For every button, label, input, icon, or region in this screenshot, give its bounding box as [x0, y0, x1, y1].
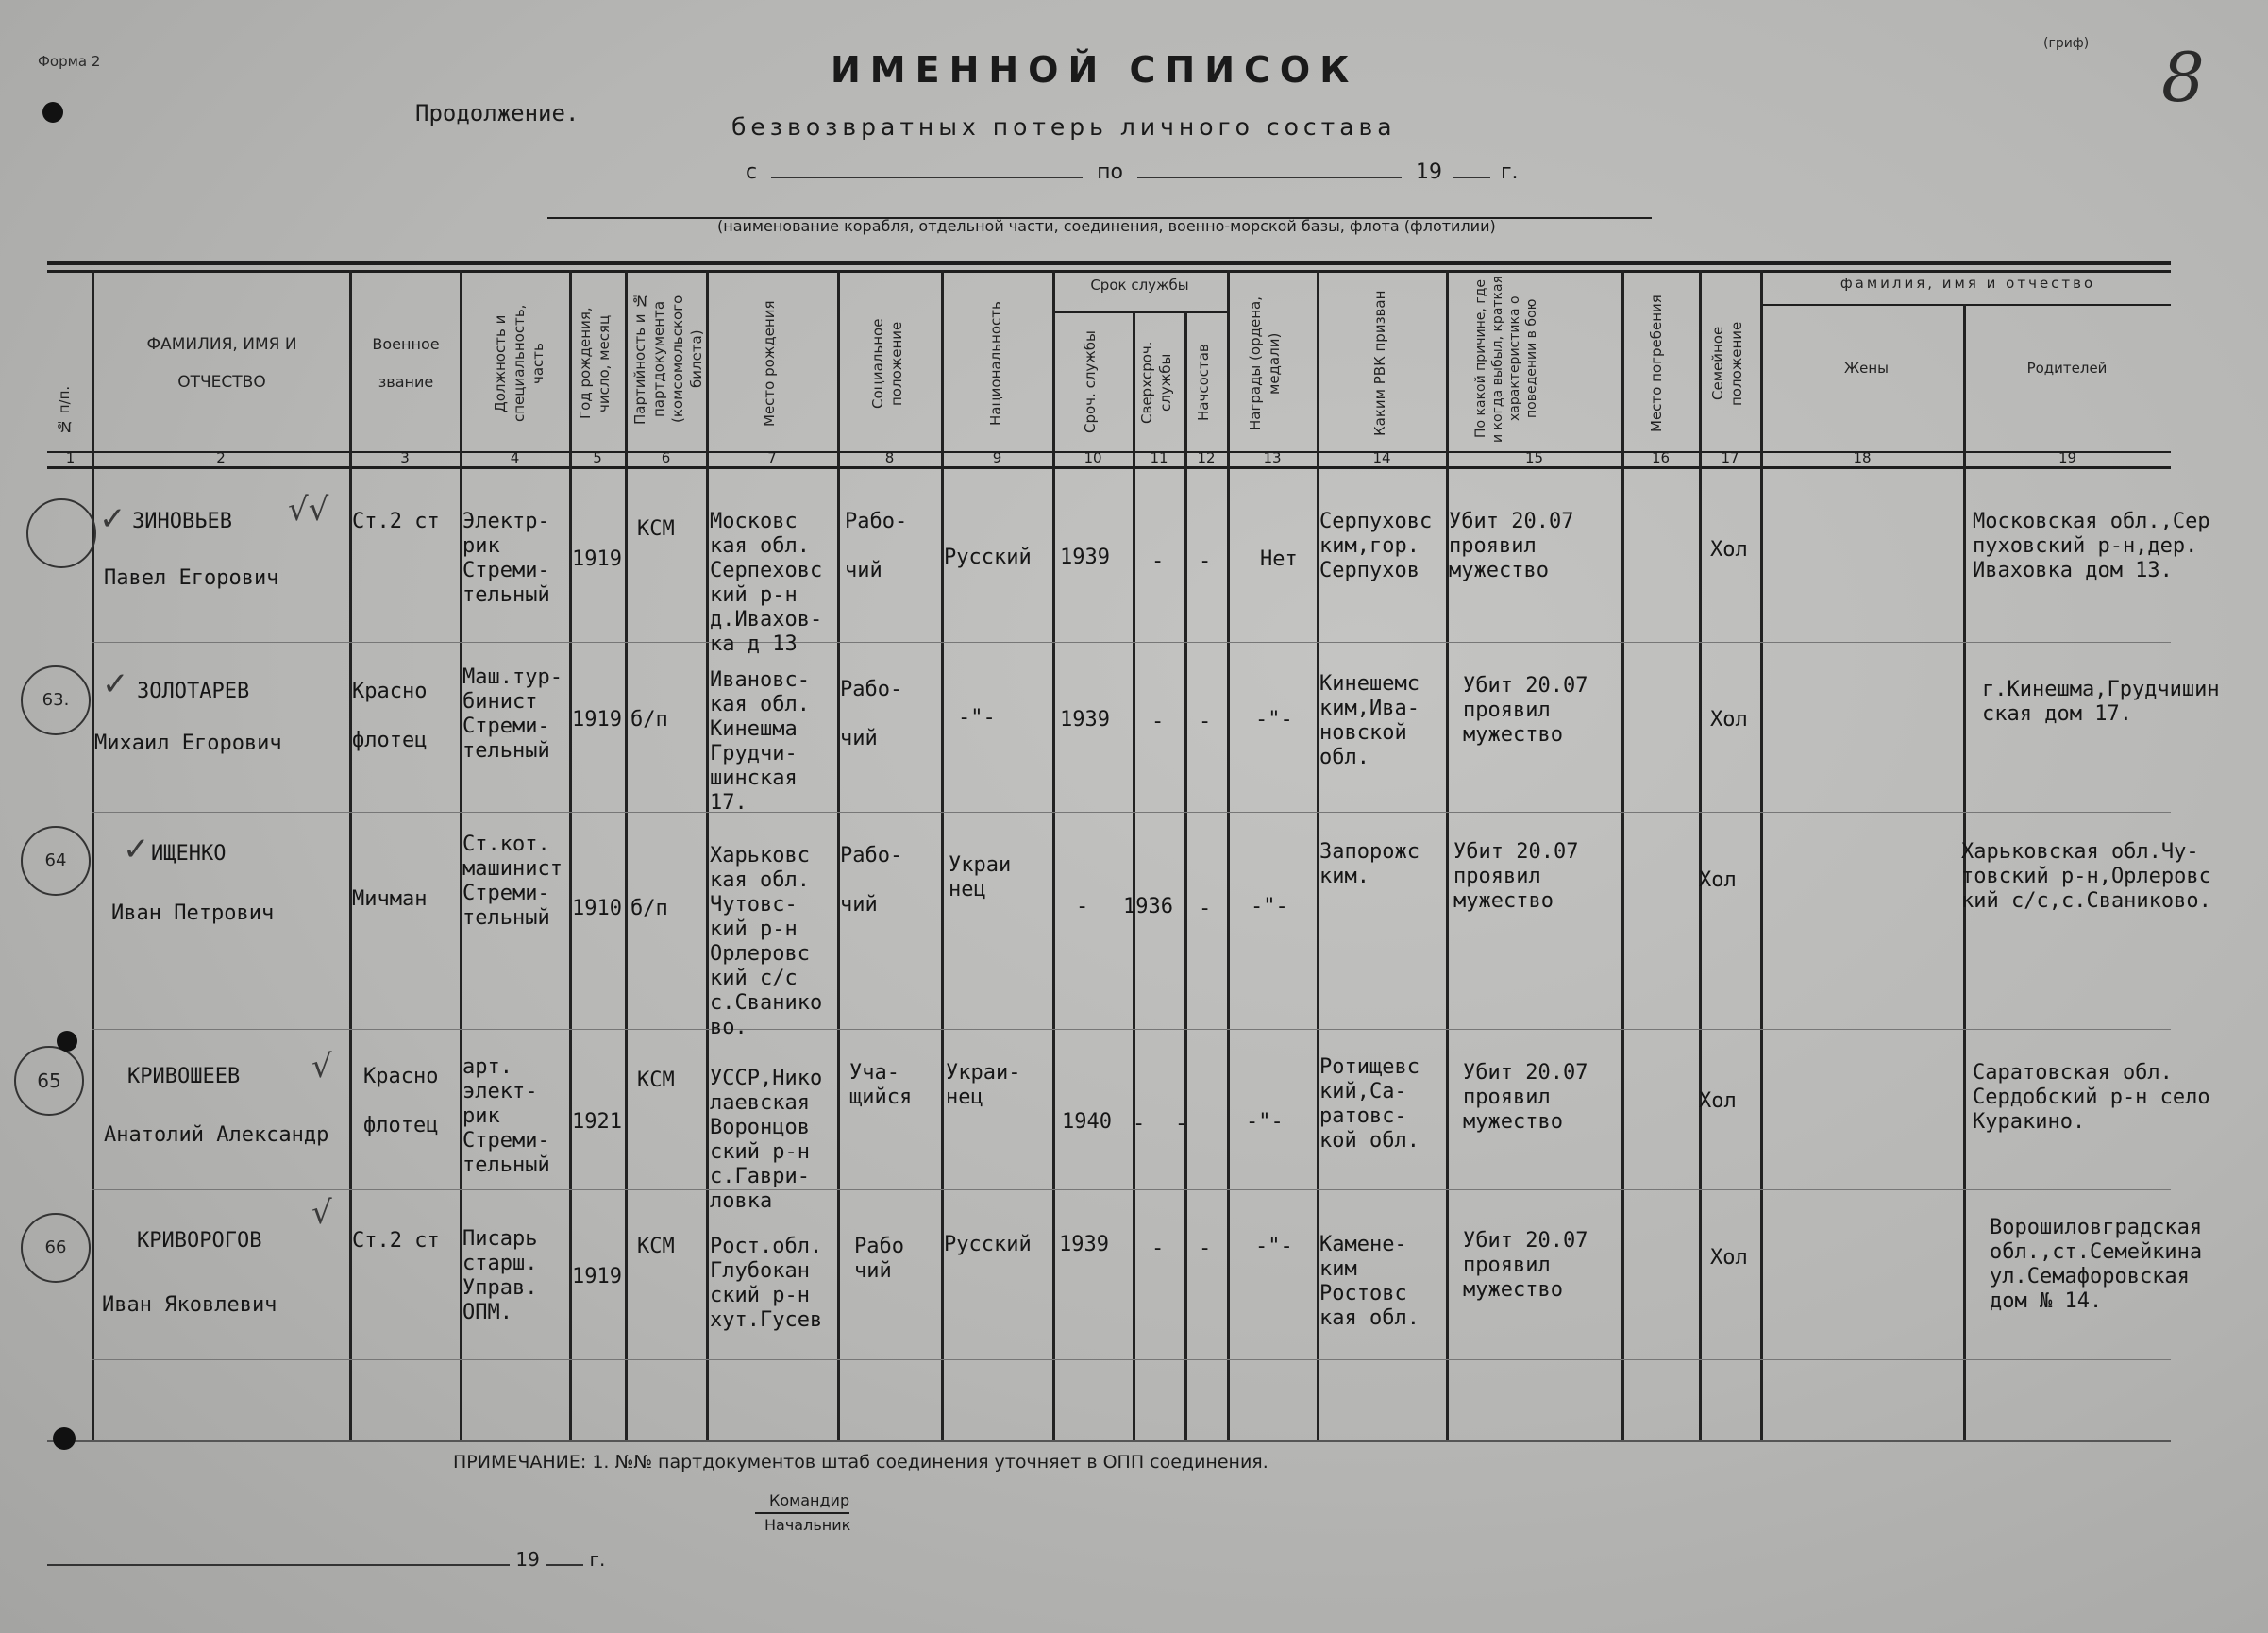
footer-date-line: [47, 1548, 605, 1571]
header-srok: Сроч. службы: [1082, 330, 1099, 434]
continuation-label: Продолжение.: [415, 100, 580, 126]
row-birth: 1910: [572, 897, 622, 920]
header-nationality: Национальность: [987, 301, 1004, 426]
row-awards: -"-: [1255, 708, 1293, 732]
row-nationality: -"-: [958, 706, 996, 730]
header-party: Партийность и № партдокумента (комсомольского билета): [631, 292, 705, 426]
header-wife: Жены: [1843, 360, 1890, 377]
row-nach: -: [1199, 1237, 1212, 1260]
row-name: Анатолий Александр: [104, 1123, 329, 1147]
row-rvk: Запорожс ким.: [1319, 840, 1420, 888]
row-birthplace: Рост.обл. Глубокан ский р-н хут.Гусев: [710, 1235, 823, 1332]
header-position: Должность и специальность, часть: [492, 304, 546, 423]
row-party: б/п: [630, 708, 668, 732]
row-srok: 1939: [1059, 1233, 1109, 1256]
date-from-label: с: [746, 160, 758, 184]
row-parents: г.Кинешма,Грудчишин ская дом 17.: [1982, 678, 2220, 726]
row-srok: 1940: [1062, 1110, 1112, 1134]
row-birth: 1919: [572, 547, 622, 571]
row-number: 66: [21, 1213, 91, 1283]
colnum-6: 6: [661, 449, 671, 466]
row-position: Электр- рик Стреми- тельный: [462, 510, 550, 607]
row-birthplace: Московс кая обл. Серпеховс кий р-н д.Ивахов- ка д 13: [710, 510, 823, 656]
row-awards: -"-: [1251, 895, 1288, 918]
row-nach: -: [1175, 1112, 1188, 1136]
row-birthplace: УССР,Нико лаевская Воронцов ский р-н с.Гаври- ловка: [710, 1067, 823, 1213]
row-surname: ЗИНОВЬЕВ: [132, 510, 232, 533]
colnum-5: 5: [593, 449, 602, 466]
row-party: КСМ: [637, 1069, 675, 1092]
row-birth: 1919: [572, 708, 622, 732]
row-rvk: Кинешемс ким,Ива- новской обл.: [1319, 672, 1420, 769]
colnum-7: 7: [767, 449, 777, 466]
row-nationality: Украи- нец: [946, 1061, 1021, 1109]
row-surname: КРИВОШЕЕВ: [127, 1065, 241, 1088]
row-number: [26, 498, 96, 568]
row-name: Павел Егорович: [104, 566, 279, 590]
row-sverh: -: [1151, 549, 1165, 573]
row-rank: Красно флотец: [363, 1065, 439, 1137]
row-parents: Московская обл.,Сер пуховский р-н,дер. Иваховка дом 13.: [1973, 510, 2210, 582]
row-social: Рабо- чий: [845, 510, 908, 582]
binding-hole: [57, 1031, 77, 1052]
checkmark-icon: √√: [288, 491, 329, 529]
document-subtitle: безвозвратных потерь личного состава: [731, 113, 1397, 141]
row-nationality: Русский: [944, 1233, 1032, 1256]
row-rvk: Ротищевс кий,Са- ратовс- кой обл.: [1319, 1055, 1420, 1153]
binding-hole: [53, 1427, 76, 1450]
row-number: 64: [21, 826, 91, 896]
checkmark-icon: ✓: [102, 665, 129, 703]
row-surname: ЗОЛОТАРЕВ: [137, 680, 250, 703]
row-social: Рабо- чий: [840, 844, 903, 917]
footnote: ПРИМЕЧАНИЕ: 1. №№ партдокументов штаб соединения уточняет в ОПП соединения.: [453, 1452, 1268, 1473]
checkmark-icon: ✓: [99, 500, 126, 538]
row-family-status: Хол: [1699, 868, 1737, 892]
row-rank: Мичман: [352, 887, 428, 911]
row-parents: Ворошиловградская обл.,ст.Семейкина ул.Семафоровская дом № 14.: [1990, 1216, 2203, 1313]
colnum-15: 15: [1524, 449, 1544, 466]
row-social: Рабо чий: [854, 1235, 904, 1283]
header-burial: Место погребения: [1648, 295, 1665, 432]
row-birthplace: Харьковс кая обл. Чутовс- кий р-н Орлеровс кий с/с с.Сванико во.: [710, 844, 823, 1039]
row-srok: 1939: [1060, 708, 1110, 732]
row-sverh: -: [1133, 1112, 1146, 1136]
colnum-17: 17: [1721, 449, 1739, 466]
header-family-names: фамилия, имя и отчество: [1840, 275, 2096, 292]
row-number: 63.: [21, 665, 91, 735]
row-nationality: Русский: [944, 546, 1032, 569]
signature-title-commander: Командир: [769, 1491, 850, 1509]
header-parents: Родителей: [2026, 360, 2108, 377]
colnum-11: 11: [1150, 449, 1168, 466]
colnum-2: 2: [216, 449, 226, 466]
checkmark-icon: ✓: [123, 831, 150, 868]
row-position: арт. элект- рик Стреми- тельный: [462, 1055, 550, 1177]
row-sverh: 1936: [1123, 895, 1173, 918]
header-nach: Начсостав: [1195, 344, 1212, 421]
row-party: б/п: [630, 897, 668, 920]
row-social: Уча- щийся: [849, 1061, 913, 1109]
stamp-label: (гриф): [2043, 36, 2090, 51]
row-awards: -"-: [1255, 1235, 1293, 1258]
row-position: Писарь старш. Управ. ОПМ.: [462, 1227, 538, 1324]
colnum-16: 16: [1651, 449, 1671, 466]
header-reason: По какой причине, где и когда выбыл, краткая характеристика о поведении в бою: [1473, 275, 1539, 443]
row-family-status: Хол: [1710, 708, 1748, 732]
document-title: ИМЕННОЙ СПИСОК: [831, 49, 1359, 91]
row-birth: 1919: [572, 1265, 622, 1288]
colnum-14: 14: [1372, 449, 1391, 466]
header-sverh: Сверхсроч. службы: [1138, 341, 1174, 424]
row-awards: Нет: [1260, 547, 1298, 571]
row-rank: Красно флотец: [352, 680, 428, 752]
row-social: Рабо- чий: [840, 678, 903, 750]
header-family-status: Семейное положение: [1709, 321, 1745, 406]
header-rank: Военное звание: [372, 335, 440, 391]
binding-hole: [42, 102, 63, 123]
colnum-9: 9: [992, 449, 1002, 466]
row-sverh: -: [1151, 1237, 1165, 1260]
year-g: г.: [1500, 160, 1519, 184]
header-social: Социальное положение: [869, 318, 905, 409]
row-position: Маш.тур- бинист Стреми- тельный: [462, 665, 563, 763]
row-nach: -: [1199, 897, 1212, 920]
row-party: КСМ: [637, 1235, 675, 1258]
colnum-10: 10: [1084, 449, 1102, 466]
row-rvk: Серпуховс ким,гор. Серпухов: [1319, 510, 1433, 582]
row-surname: ИЩЕНКО: [151, 842, 227, 866]
colnum-8: 8: [884, 449, 895, 466]
header-birth: Год рождения, число, месяц: [577, 307, 613, 420]
row-parents: Харьковская обл.Чу- товский р-н,Орлеровс кий с/с,с.Сваниково.: [1961, 840, 2211, 913]
row-nach: -: [1199, 710, 1212, 733]
row-awards: -"-: [1246, 1110, 1284, 1134]
row-nach: -: [1199, 549, 1212, 573]
row-sverh: -: [1151, 710, 1165, 733]
footer-year: 19: [515, 1548, 540, 1571]
unit-caption: (наименование корабля, отдельной части, соединения, военно-морской базы, флота (флотилии): [717, 217, 1496, 235]
row-srok: 1939: [1060, 546, 1110, 569]
row-birth: 1921: [572, 1110, 622, 1134]
header-birthplace: Место рождения: [761, 300, 778, 427]
header-fullname: ФАМИЛИЯ, ИМЯ И ОТЧЕСТВО: [146, 335, 297, 392]
colnum-19: 19: [2058, 449, 2077, 466]
date-to-label: по: [1097, 160, 1123, 184]
form-label: Форма 2: [38, 53, 101, 70]
footer-g: г.: [589, 1548, 606, 1571]
row-party: КСМ: [637, 517, 675, 541]
header-number: № п/п.: [56, 385, 73, 436]
row-rank: Ст.2 ст: [352, 510, 440, 533]
row-birthplace: Ивановс- кая обл. Кинешма Грудчи- шинская 17.: [710, 668, 810, 815]
sheet-number: 8: [2161, 38, 2205, 117]
year-prefix: 19: [1415, 160, 1442, 184]
colnum-1: 1: [65, 449, 76, 466]
row-reason: Убит 20.07 проявил мужество: [1449, 510, 1574, 582]
row-number: 65: [14, 1046, 84, 1116]
row-position: Ст.кот. машинист Стреми- тельный: [462, 833, 563, 930]
signature-title-chief: Начальник: [764, 1516, 851, 1534]
header-awards: Награды (ордена, медали): [1247, 296, 1283, 430]
date-range-line: [746, 160, 1519, 184]
colnum-12: 12: [1197, 449, 1216, 466]
row-name: Иван Петрович: [111, 901, 275, 925]
colnum-4: 4: [510, 449, 520, 466]
row-rvk: Камене- ким Ростовс кая обл.: [1319, 1233, 1420, 1330]
header-rvk: Каким РВК призван: [1371, 290, 1388, 437]
row-reason: Убит 20.07 проявил мужество: [1463, 674, 1588, 747]
row-surname: КРИВОРОГОВ: [137, 1229, 262, 1253]
row-name: Михаил Егорович: [94, 732, 282, 755]
row-name: Иван Яковлевич: [102, 1293, 277, 1317]
colnum-13: 13: [1263, 449, 1282, 466]
row-family-status: Хол: [1699, 1089, 1737, 1113]
checkmark-icon: √: [311, 1048, 332, 1086]
colnum-18: 18: [1853, 449, 1872, 466]
header-service-term: Срок службы: [1090, 277, 1189, 294]
row-nationality: Украи нец: [949, 853, 1012, 901]
row-family-status: Хол: [1710, 538, 1748, 562]
row-srok: -: [1076, 895, 1089, 918]
checkmark-icon: √: [311, 1194, 332, 1232]
row-reason: Убит 20.07 проявил мужество: [1463, 1061, 1588, 1134]
row-parents: Саратовская обл. Сердобский р-н село Куракино.: [1973, 1061, 2210, 1134]
colnum-3: 3: [400, 449, 410, 466]
row-rank: Ст.2 ст: [352, 1229, 440, 1253]
row-reason: Убит 20.07 проявил мужество: [1463, 1229, 1588, 1302]
row-family-status: Хол: [1710, 1246, 1748, 1270]
row-reason: Убит 20.07 проявил мужество: [1453, 840, 1579, 913]
